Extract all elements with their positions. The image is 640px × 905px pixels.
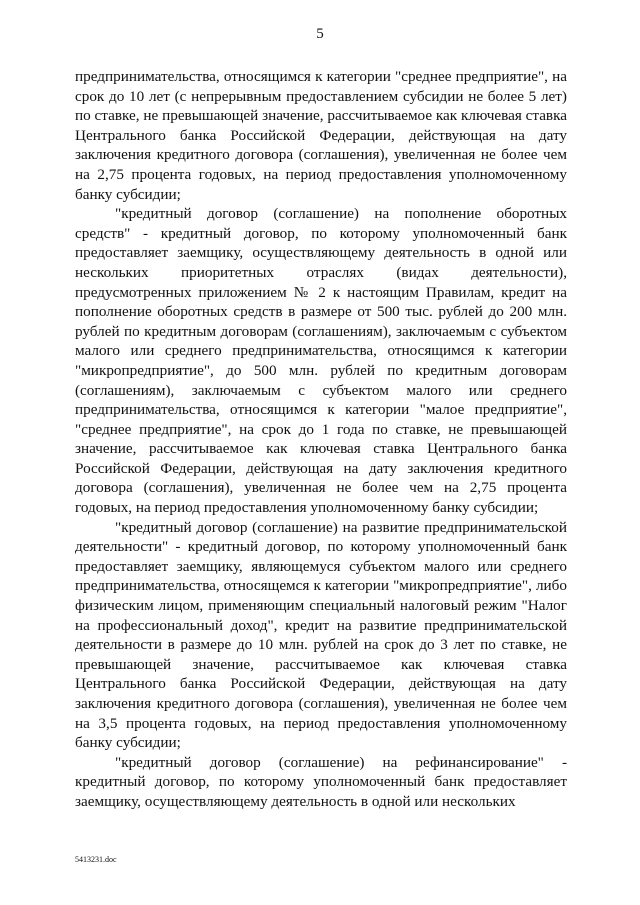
- paragraph-refinancing-loan-definition: "кредитный договор (соглашение) на рефинансирование" - кредитный договор, по которому уполномоченный банк предоставляет заемщику, осуществляющему деятельность в одной или нескольких: [75, 753, 567, 810]
- footer-document-code: 5413231.doc: [75, 855, 117, 864]
- paragraph-business-development-loan-definition: "кредитный договор (соглашение) на развитие предпринимательской деятельности" - кредитный договор, по которому уполномоченный банк предоставляет заемщику, являющемуся субъектом малого или среднего предпринимательства, относящемся к категории "микропредприятие", либо физическим лицом, применяющим специальный налоговый режим "Налог на профессиональный доход", кредит на развитие предпринимательской деятельности в размере до 10 млн. рублей на срок до 3 лет по ставке, не превышающей значение, рассчитываемое как ключевая ставка Центрального банка Российской Федерации, действующая на дату заключения кредитного договора (соглашения), увеличенная не более чем на 3,5 процента годовых, на период предоставления уполномоченному банку субсидии;: [75, 518, 567, 752]
- body-text: [75, 67, 567, 812]
- paragraph-working-capital-loan-definition: "кредитный договор (соглашение) на пополнение оборотных средств" - кредитный договор, по которому уполномоченный банк предоставляет заемщику, осуществляющему деятельность в одной или нескольких приоритетных отраслях (видах деятельности), предусмотренных приложением № 2 к настоящим Правилам, кредит на пополнение оборотных средств в размере от 500 тыс. рублей до 200 млн. рублей по кредитным договорам (соглашениям), заключаемым с субъектом малого или среднего предпринимательства, относящимся к категории "микропредприятие", до 500 млн. рублей по кредитным договорам (соглашениям), заключаемым с субъектом малого или среднего предпринимательства, относящимся к категории "малое предприятие", "среднее предприятие", на срок до 1 года по ставке, не превышающей значение, рассчитываемое как ключевая ставка Центрального банка Российской Федерации, действующая на дату заключения кредитного договора (соглашения), увеличенная не более чем на 2,75 процента годовых, на период предоставления уполномоченному банку субсидии;: [75, 205, 567, 517]
- page-number: 5: [316, 26, 324, 42]
- paragraph-continuation: предпринимательства, относящимся к категории "среднее предприятие", на срок до 10 лет (с непрерывным предоставлением субсидии не более 5 лет) по ставке, не превышающей значение, рассчитываемое как ключевая ставка Центрального банка Российской Федерации, действующая на дату заключения кредитного договора (соглашения), увеличенная не более чем на 2,75 процента годовых, на период предоставления уполномоченному банку субсидии;: [75, 68, 567, 203]
